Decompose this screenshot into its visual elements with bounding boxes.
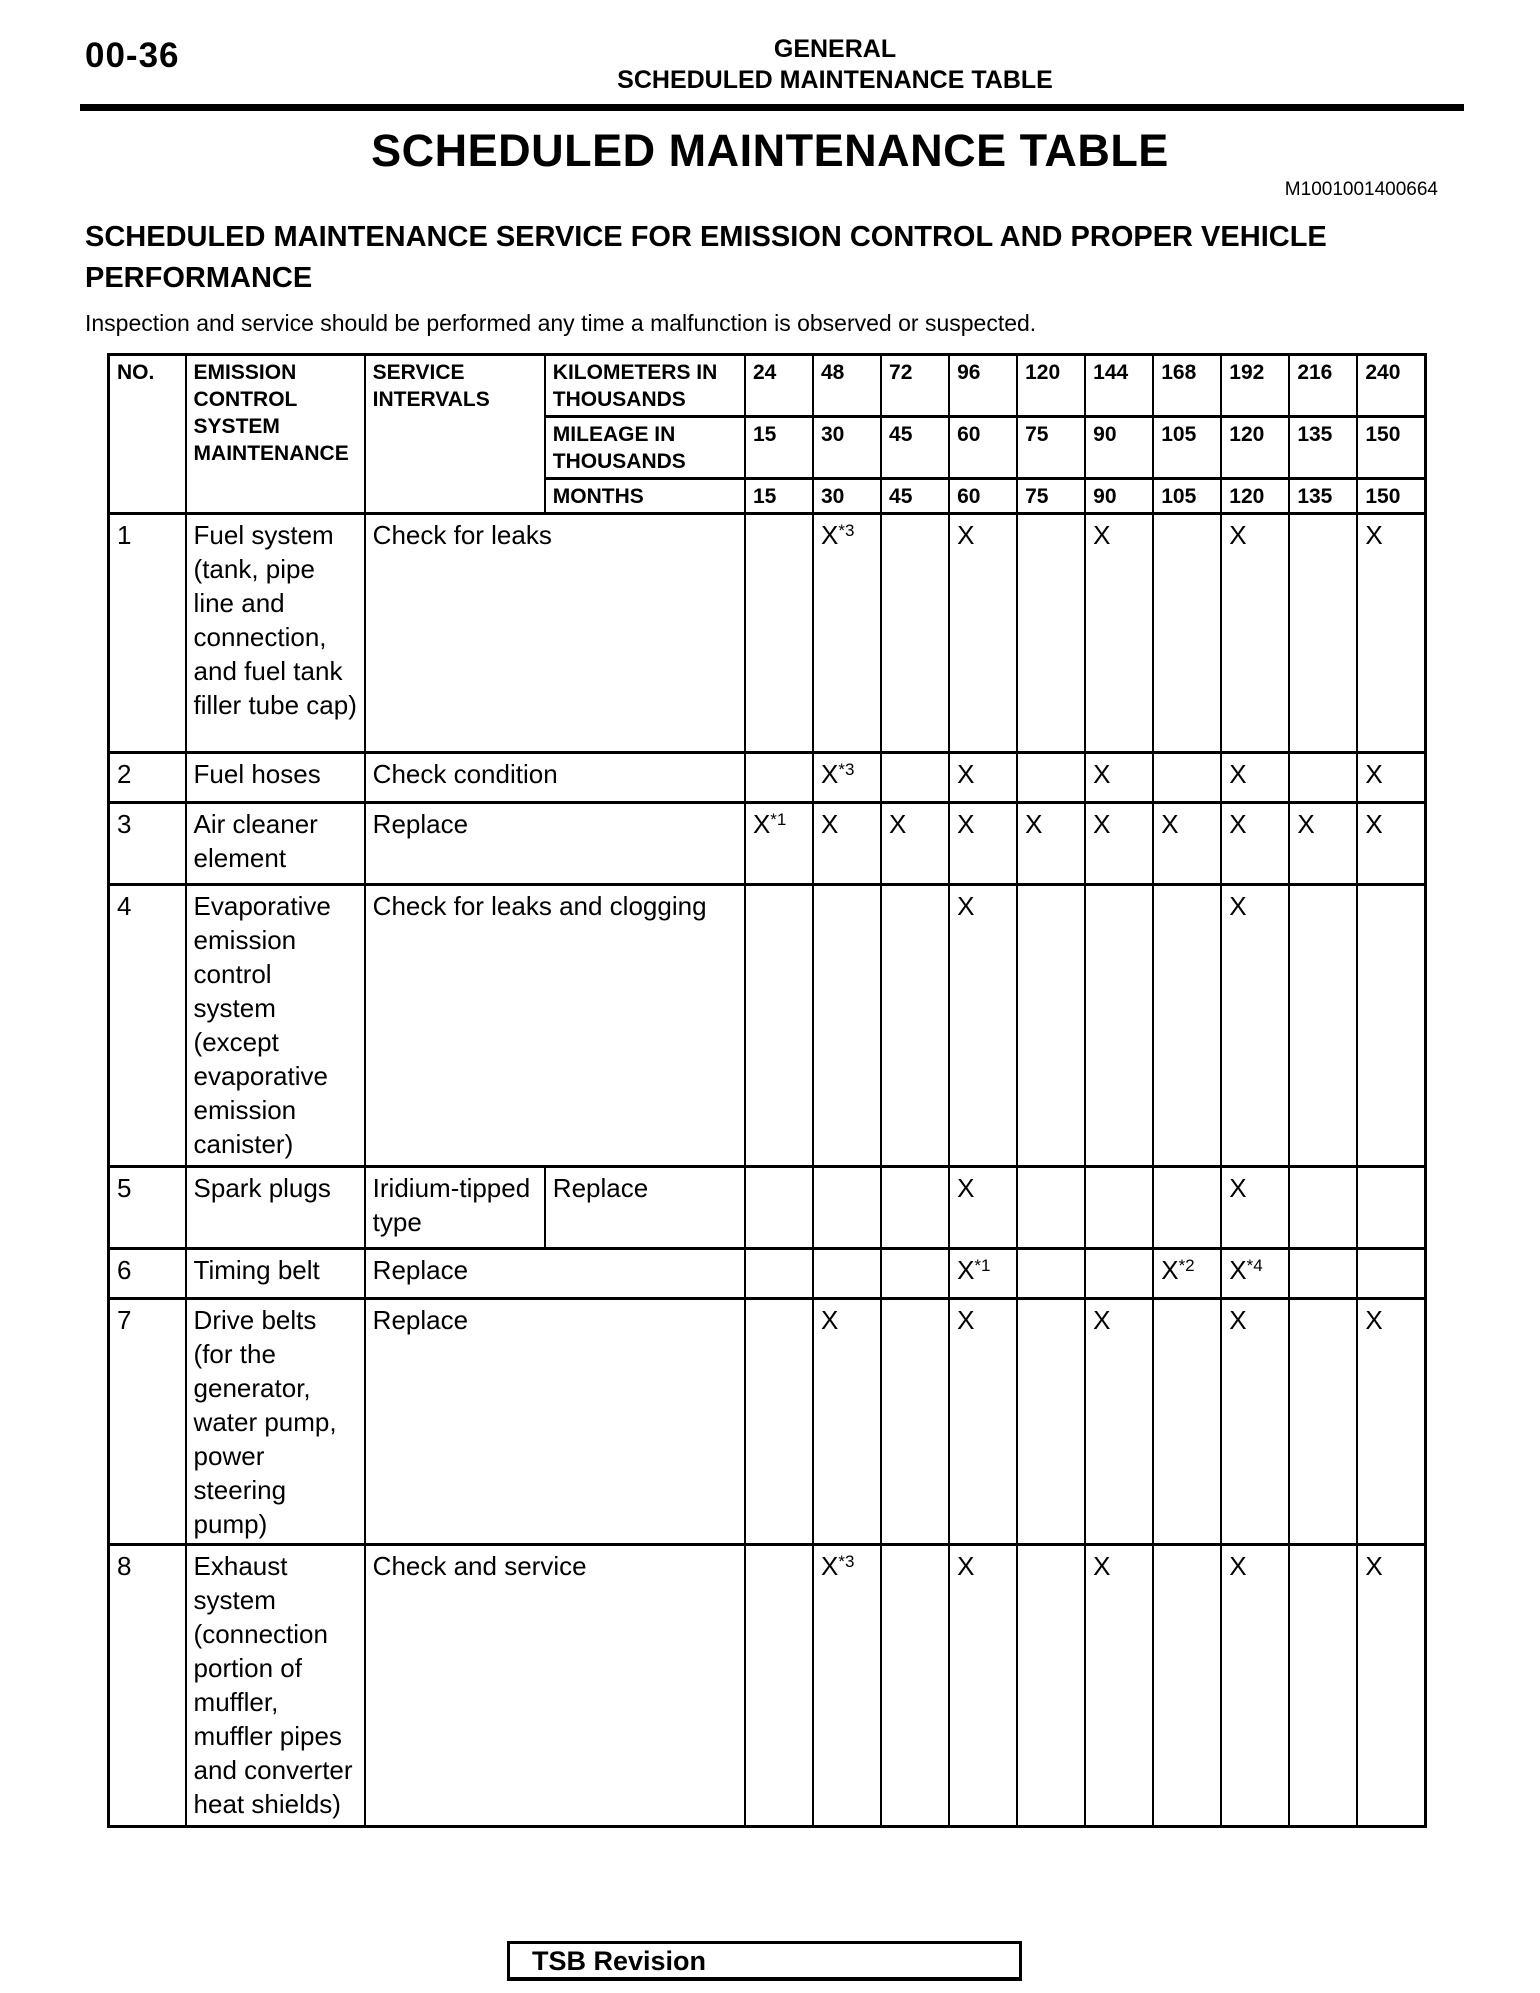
mark-footnote: *3 — [838, 1552, 855, 1571]
scale-value: 75 — [1017, 417, 1085, 479]
interval-mark — [1153, 1545, 1221, 1827]
row-item: Evaporative emission control system (except evaporative emission canister) — [186, 885, 365, 1167]
scale-value: 120 — [1017, 355, 1085, 417]
scale-label: KILOMETERS IN THOUSANDS — [545, 355, 745, 417]
scale-value: 216 — [1289, 355, 1357, 417]
interval-mark: $X^{*3}$ — [813, 1545, 881, 1827]
interval-mark: X — [1221, 514, 1289, 753]
interval-mark: X — [1085, 1299, 1153, 1545]
interval-mark — [1017, 1545, 1085, 1827]
interval-mark: X — [1017, 803, 1085, 885]
scale-label: MILEAGE IN THOUSANDS — [545, 417, 745, 479]
interval-mark: X — [1221, 1167, 1289, 1249]
interval-mark — [745, 1299, 813, 1545]
mark-footnote: *3 — [838, 521, 855, 540]
header-center — [130, 34, 1540, 96]
row-no: 4 — [109, 885, 186, 1167]
row-no: 6 — [109, 1249, 186, 1299]
table-row — [109, 1299, 1426, 1545]
row-item: Exhaust system (connection portion of muffler, muffler pipes and converter heat shields) — [186, 1545, 365, 1827]
interval-mark — [881, 1249, 949, 1299]
scale-value: 120 — [1221, 417, 1289, 479]
row-item: Fuel hoses — [186, 753, 365, 803]
interval-mark — [881, 885, 949, 1167]
table-row — [109, 1545, 1426, 1827]
interval-mark: X — [1357, 753, 1425, 803]
table-row — [109, 753, 1426, 803]
interval-mark — [745, 1249, 813, 1299]
mark-footnote: *1 — [974, 1256, 991, 1275]
interval-mark: X — [1221, 803, 1289, 885]
tsb-revision-box — [507, 1941, 1022, 1981]
table-body — [109, 514, 1426, 1827]
row-no: 5 — [109, 1167, 186, 1249]
interval-mark: $X^{*4}$ — [1221, 1249, 1289, 1299]
interval-mark: X — [949, 885, 1017, 1167]
service-action: Replace — [365, 1299, 745, 1545]
interval-mark — [881, 1545, 949, 1827]
interval-mark — [813, 1249, 881, 1299]
table-row — [109, 885, 1426, 1167]
interval-mark — [1357, 885, 1425, 1167]
interval-mark — [1289, 1545, 1357, 1827]
interval-mark: X — [1153, 803, 1221, 885]
col-intervals-header: SERVICE INTERVALS — [365, 355, 545, 514]
section-heading: SCHEDULED MAINTENANCE SERVICE FOR EMISSION CONTROL AND PROPER VEHICLE PERFORMANCE — [85, 221, 1327, 294]
mark-footnote: *2 — [1178, 1256, 1195, 1275]
interval-mark — [745, 1545, 813, 1827]
col-no-header: NO. — [109, 355, 186, 514]
scale-value: 60 — [949, 479, 1017, 514]
interval-mark: X — [1085, 753, 1153, 803]
interval-mark — [1085, 885, 1153, 1167]
scale-value: 144 — [1085, 355, 1153, 417]
mark-footnote: *3 — [838, 760, 855, 779]
service-type: Iridium-tipped type — [365, 1167, 545, 1249]
row-item: Fuel system (tank, pipe line and connection, and fuel tank filler tube cap) — [186, 514, 365, 753]
interval-mark — [1017, 1299, 1085, 1545]
interval-mark — [1153, 885, 1221, 1167]
interval-mark — [813, 885, 881, 1167]
scale-value: 90 — [1085, 417, 1153, 479]
interval-mark: X — [949, 1167, 1017, 1249]
page-title: SCHEDULED MAINTENANCE TABLE — [371, 125, 1169, 176]
scale-value: 30 — [813, 417, 881, 479]
interval-mark: X — [1085, 1545, 1153, 1827]
mark-footnote: *1 — [770, 810, 787, 829]
scale-value: 30 — [813, 479, 881, 514]
intro-text: Inspection and service should be performed any time a malfunction is observed or suspected. — [85, 310, 1037, 336]
interval-mark: X — [813, 1299, 881, 1545]
interval-mark — [1017, 885, 1085, 1167]
scale-value: 75 — [1017, 479, 1085, 514]
scale-value: 240 — [1357, 355, 1425, 417]
interval-mark: X — [1221, 1545, 1289, 1827]
col-item-header: EMISSION CONTROL SYSTEM MAINTENANCE — [186, 355, 365, 514]
row-item: Timing belt — [186, 1249, 365, 1299]
interval-mark: $X^{*1}$ — [745, 803, 813, 885]
service-action: Check condition — [365, 753, 745, 803]
interval-mark — [1017, 1167, 1085, 1249]
interval-mark: X — [1085, 514, 1153, 753]
interval-mark: X — [1085, 803, 1153, 885]
interval-mark — [745, 753, 813, 803]
interval-mark — [881, 514, 949, 753]
interval-mark — [1289, 1249, 1357, 1299]
interval-mark: X — [1357, 1545, 1425, 1827]
interval-mark — [1153, 1299, 1221, 1545]
interval-mark: X — [1221, 753, 1289, 803]
interval-mark: X — [1357, 514, 1425, 753]
row-item: Drive belts (for the generator, water pump, power steering pump) — [186, 1299, 365, 1545]
interval-mark — [1085, 1249, 1153, 1299]
scale-value: 72 — [881, 355, 949, 417]
interval-mark: X — [949, 1299, 1017, 1545]
service-action: Check and service — [365, 1545, 745, 1827]
interval-mark: $X^{*2}$ — [1153, 1249, 1221, 1299]
interval-mark: X — [1221, 1299, 1289, 1545]
scale-value: 45 — [881, 479, 949, 514]
row-item: Air cleaner element — [186, 803, 365, 885]
interval-mark — [1085, 1167, 1153, 1249]
chapter-title: GENERAL — [773, 35, 897, 63]
interval-mark — [745, 1167, 813, 1249]
maintenance-table — [107, 353, 1427, 1828]
interval-mark — [1153, 753, 1221, 803]
scale-value: 135 — [1289, 479, 1357, 514]
scale-value: 15 — [745, 417, 813, 479]
interval-mark: $X^{*3}$ — [813, 514, 881, 753]
tsb-revision-label: TSB Revision — [532, 1946, 707, 1976]
interval-mark: X — [949, 1545, 1017, 1827]
row-no: 1 — [109, 514, 186, 753]
scale-value: 105 — [1153, 479, 1221, 514]
row-no: 8 — [109, 1545, 186, 1827]
service-action: Replace — [365, 1249, 745, 1299]
table-row — [109, 1249, 1426, 1299]
interval-mark — [1289, 1299, 1357, 1545]
interval-mark — [1017, 514, 1085, 753]
scale-value: 168 — [1153, 355, 1221, 417]
table-row — [109, 514, 1426, 753]
service-action: Check for leaks — [365, 514, 745, 753]
page-number: 00-36 — [85, 36, 180, 75]
interval-mark: $X^{*1}$ — [949, 1249, 1017, 1299]
scale-value: 96 — [949, 355, 1017, 417]
interval-mark — [1357, 1249, 1425, 1299]
interval-mark — [1289, 514, 1357, 753]
interval-mark — [1017, 1249, 1085, 1299]
scale-value: 90 — [1085, 479, 1153, 514]
interval-mark: X — [949, 803, 1017, 885]
scale-value: 192 — [1221, 355, 1289, 417]
interval-mark: X — [1357, 1299, 1425, 1545]
interval-mark — [881, 1299, 949, 1545]
row-item: Spark plugs — [186, 1167, 365, 1249]
interval-mark — [745, 514, 813, 753]
interval-mark — [1357, 1167, 1425, 1249]
mark-footnote: *4 — [1246, 1256, 1263, 1275]
service-action: Replace — [545, 1167, 745, 1249]
interval-mark — [813, 1167, 881, 1249]
table-header — [109, 355, 1426, 514]
scale-value: 120 — [1221, 479, 1289, 514]
interval-mark — [1017, 753, 1085, 803]
scale-value: 60 — [949, 417, 1017, 479]
interval-mark — [1153, 514, 1221, 753]
row-no: 3 — [109, 803, 186, 885]
row-no: 7 — [109, 1299, 186, 1545]
scale-value: 15 — [745, 479, 813, 514]
interval-mark — [1153, 1167, 1221, 1249]
interval-mark: X — [949, 514, 1017, 753]
row-no: 2 — [109, 753, 186, 803]
interval-mark: X — [949, 753, 1017, 803]
scale-value: 45 — [881, 417, 949, 479]
table-row — [109, 1167, 1426, 1249]
scale-value: 135 — [1289, 417, 1357, 479]
scale-value: 48 — [813, 355, 881, 417]
scale-label: MONTHS — [545, 479, 745, 514]
interval-mark: X — [1289, 803, 1357, 885]
interval-mark — [745, 885, 813, 1167]
doc-code: M1001001400664 — [1284, 179, 1438, 200]
interval-mark — [1289, 885, 1357, 1167]
scale-value: 150 — [1357, 417, 1425, 479]
table-row — [109, 803, 1426, 885]
service-action: Check for leaks and clogging — [365, 885, 745, 1167]
scale-value: 24 — [745, 355, 813, 417]
interval-mark: X — [1357, 803, 1425, 885]
scale-value: 150 — [1357, 479, 1425, 514]
interval-mark: X — [881, 803, 949, 885]
scale-row — [109, 355, 1426, 417]
chapter-subtitle: SCHEDULED MAINTENANCE TABLE — [617, 66, 1053, 94]
scale-value: 105 — [1153, 417, 1221, 479]
interval-mark — [1289, 1167, 1357, 1249]
service-action: Replace — [365, 803, 745, 885]
header-rule — [80, 104, 1464, 111]
interval-mark: X — [813, 803, 881, 885]
running-header — [0, 0, 1540, 104]
interval-mark — [881, 1167, 949, 1249]
interval-mark — [1289, 753, 1357, 803]
interval-mark: $X^{*3}$ — [813, 753, 881, 803]
interval-mark: X — [1221, 885, 1289, 1167]
interval-mark — [881, 753, 949, 803]
